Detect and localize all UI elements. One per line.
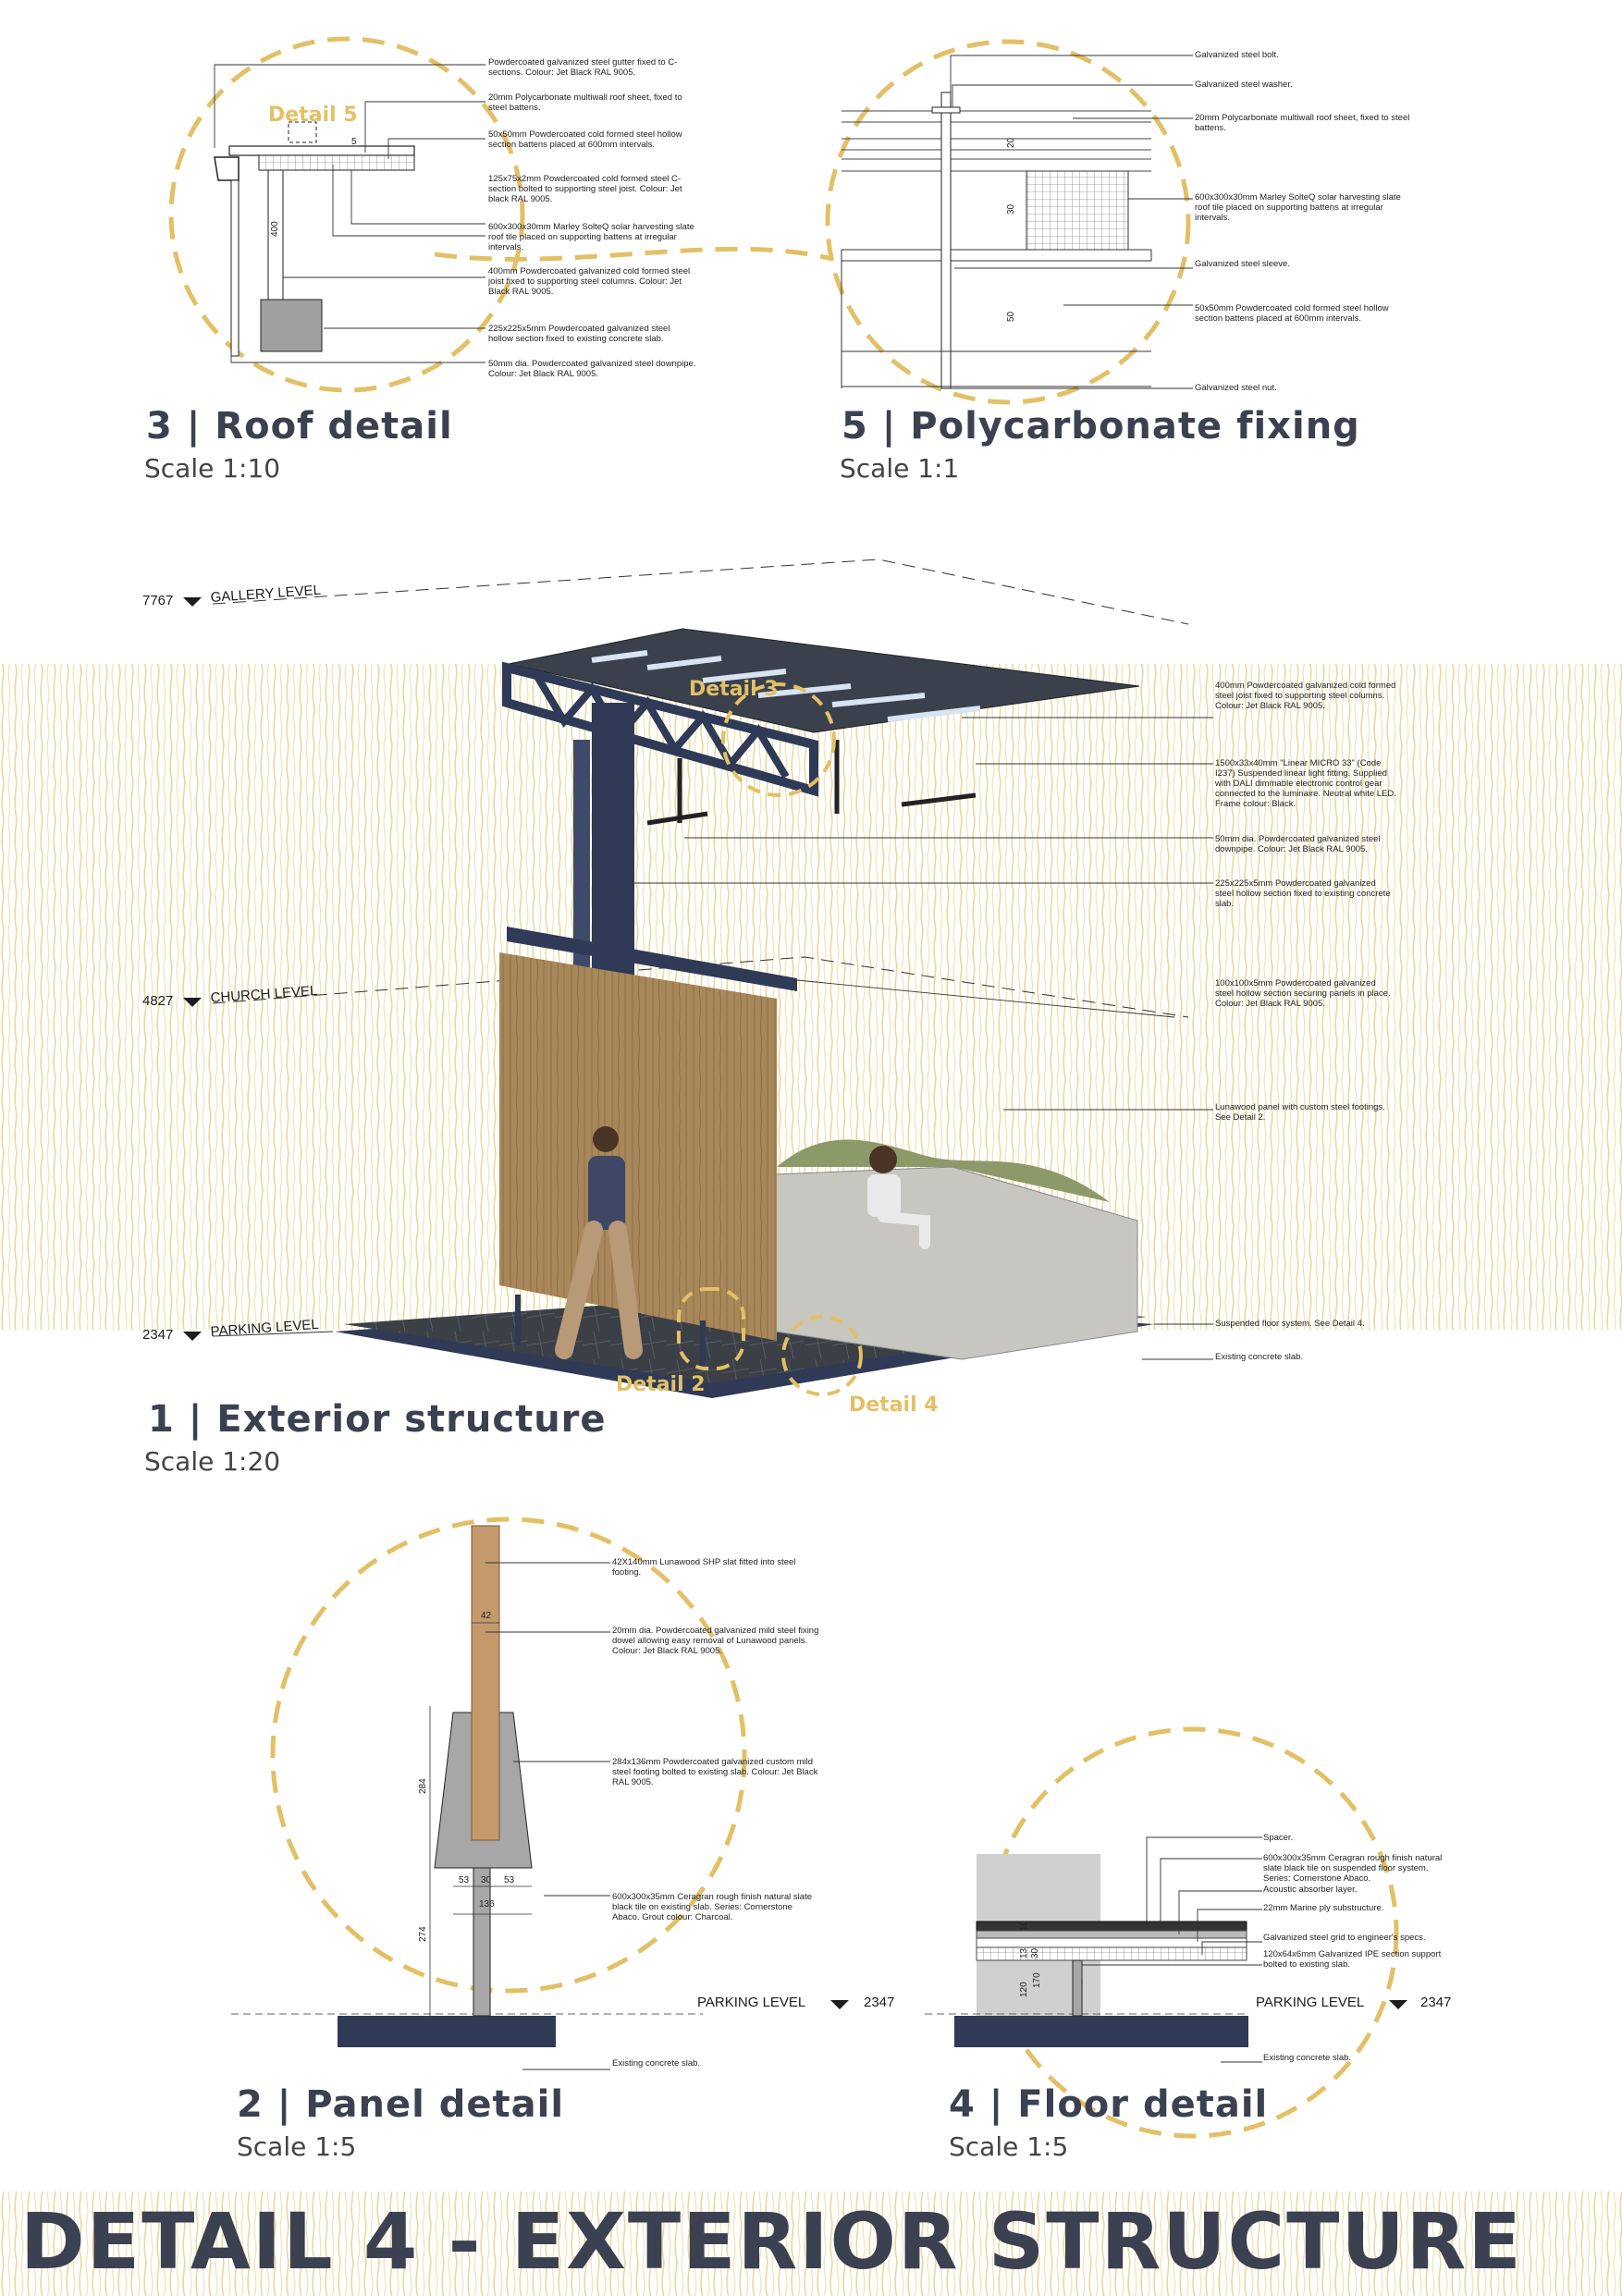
- floor-note-1: Spacer.: [1263, 1833, 1294, 1843]
- floor-note-2: 600x300x35mm Ceragran rough finish natural slate black tile on suspended floor system. Series: Cornerstone Abaco.: [1263, 1853, 1443, 1884]
- roof-detail-circle: [171, 39, 522, 390]
- church-level-name: CHURCH LEVEL: [210, 982, 318, 1006]
- roof-notes: [488, 57, 701, 390]
- parking-level-value: 2347: [142, 1327, 174, 1343]
- poly-dim-30: 30: [1006, 203, 1016, 215]
- panel-level-value: 2347: [864, 1995, 895, 2010]
- gallery-level-marker: [183, 597, 202, 607]
- gallery-level-value: 7767: [142, 593, 174, 608]
- roof-note-3: 50x50mm Powdercoated cold formed steel hollow section battens placed at 600mm intervals.: [488, 129, 682, 150]
- floor-detail-title: 4 | Floor detail: [949, 2083, 1269, 2126]
- roof-note-5: 600x300x30mm Marley SolteQ solar harvesting slate roof tile placed on supporting battens at irregular intervals.: [488, 222, 694, 252]
- floor-note-7: Existing concrete slab.: [1263, 2053, 1352, 2063]
- polycarbonate-note-4: 600x300x30mm Marley SolteQ solar harvesting slate roof tile placed on supporting battens at irregular intervals.: [1195, 192, 1401, 223]
- roof-gutter: [215, 157, 239, 180]
- parking-level-marker: [183, 1332, 202, 1341]
- panel-slab: [338, 2016, 556, 2047]
- exterior-note-7: Suspended floor system. See Detail 4.: [1215, 1319, 1365, 1329]
- panel-lunawood-slat: [472, 1526, 499, 1840]
- panel-dim-42: 42: [481, 1611, 492, 1621]
- roof-note-4: 125x75x2mm Powdercoated cold formed steel C-section bolted to supporting steel joist. Colour: Jet black RAL 9005.: [488, 174, 682, 204]
- panel-level-marker: [830, 2000, 849, 2009]
- exterior-note-1: 400mm Powdercoated galvanized cold formed steel joist fixed to supporting steel columns. Colour: Jet Black RAL 9005.: [1215, 681, 1396, 711]
- poly-notes: [1195, 48, 1417, 399]
- panel-note-4: 600x300x35mm Ceragran rough finish natural slate black tile on existing slab. Series: Cornerstone Abaco. Grout colour: Charcoal.: [612, 1892, 812, 1922]
- polycarbonate-note-1: Galvanized steel bolt.: [1195, 50, 1279, 60]
- poly-detail-circle: [828, 42, 1188, 402]
- exterior-note-2: 1500x33x40mm "Linear MICRO 33" (Code I237) Suspended linear light fitting. Supplied with DALI dimmable electronic control gear connected to the luminaire. Neutral white LED. Frame colour: Black.: [1215, 758, 1396, 809]
- polycarbonate-note-6: 50x50mm Powdercoated cold formed steel hollow section battens placed at 600mm intervals.: [1195, 303, 1389, 324]
- panel-detail-scale: Scale 1:5: [237, 2131, 357, 2162]
- panel-note-3: 284x136mm Powdercoated galvanized custom mild steel footing bolted to existing slab. Colour: Jet Black RAL 9005.: [612, 1757, 818, 1787]
- panel-dim-136: 136: [479, 1899, 495, 1909]
- exterior-note-8: Existing concrete slab.: [1215, 1352, 1304, 1362]
- roof-sheet: [229, 146, 414, 155]
- floor-dim-13: 13: [1019, 1947, 1029, 1958]
- gallery-level-line: [213, 559, 1188, 624]
- floor-note-5: Galvanized steel grid to engineer's specs.: [1263, 1933, 1426, 1943]
- roof-note-7: 225x225x5mm Powdercoated galvanized steel hollow section fixed to existing concrete slab.: [488, 324, 670, 344]
- panel-level-name: PARKING LEVEL: [697, 1995, 806, 2010]
- panel-dowel: [473, 1868, 490, 2016]
- poly-detail-scale: Scale 1:1: [840, 453, 960, 484]
- roof-detail5-callout: Detail 5: [268, 104, 358, 127]
- panel-note-1: 42X140mm Lunawood SHP slat fitted into steel footing.: [612, 1557, 796, 1578]
- poly-detail-title: 5 | Polycarbonate fixing: [842, 405, 1360, 448]
- floor-tile-layer: [977, 1922, 1247, 1931]
- exterior-note-6: Lunawood panel with custom steel footings. See Detail 2.: [1215, 1102, 1385, 1123]
- timber-panels: [499, 952, 777, 1341]
- polycarbonate-note-7: Galvanized steel nut.: [1195, 383, 1277, 393]
- exterior-notes: [1215, 681, 1400, 1383]
- polycarbonate-note-5: Galvanized steel sleeve.: [1195, 259, 1290, 269]
- poly-sheet-lines: [842, 111, 1151, 171]
- gallery-level-name: GALLERY LEVEL: [210, 582, 322, 606]
- exterior-column-rear: [573, 740, 590, 971]
- poly-solar-tile: [1026, 171, 1128, 250]
- poly-batten: [842, 250, 1151, 261]
- roof-note-1: Powdercoated galvanized steel gutter fixed to C-sections. Colour: Jet Black RAL 9005.: [488, 57, 678, 78]
- panel-dim-274: 274: [418, 1926, 428, 1942]
- floor-steel-grid: [977, 1947, 1247, 1960]
- floor-ply-layer: [977, 1938, 1247, 1947]
- floor-note-3: Acoustic absorber layer.: [1263, 1885, 1358, 1895]
- poly-dim-50: 50: [1006, 311, 1016, 322]
- roof-downpipe: [231, 180, 239, 356]
- roof-dim-400: 400: [270, 221, 280, 237]
- floor-slab: [954, 2016, 1248, 2047]
- panel-note-2: 20mm dia. Powdercoated galvanized mild steel fixing dowel allowing easy removal of Lunawood panels. Colour: Jet Black RAL 9005.: [612, 1626, 819, 1656]
- floor-note-4: 22mm Marine ply substructure.: [1263, 1903, 1384, 1913]
- roof-c-section: [259, 155, 414, 170]
- exterior-note-3: 50mm dia. Powdercoated galvanized steel downpipe. Colour: Jet Black RAL 9005.: [1215, 834, 1381, 854]
- panel-notes: [612, 1553, 825, 2090]
- poly-washer: [932, 107, 960, 113]
- detail2-callout: Detail 2: [616, 1373, 706, 1396]
- roof-note-2: 20mm Polycarbonate multiwall roof sheet, fixed to steel battens.: [488, 92, 682, 113]
- poly-lower-frame: [842, 261, 1151, 388]
- floor-note-6: 120x64x6mm Galvanized IPE section support bolted to existing slab.: [1263, 1949, 1442, 1970]
- roof-note-6: 400mm Powdercoated galvanized cold formed steel joist fixed to supporting steel columns. Colour: Jet Black RAL 9005.: [488, 266, 691, 297]
- detail4-callout: Detail 4: [849, 1394, 939, 1417]
- roof-column: [261, 300, 322, 351]
- roof-detail-title: 3 | Roof detail: [146, 405, 453, 448]
- roof-note-8: 50mm dia. Powdercoated galvanized steel downpipe. Colour: Jet Black RAL 9005.: [488, 359, 696, 379]
- floor-dim-170: 170: [1032, 1972, 1042, 1988]
- panel-dim-53a: 53: [459, 1875, 470, 1885]
- main-title: DETAIL 4 - EXTERIOR STRUCTURE: [20, 2196, 1523, 2287]
- floor-detail-scale: Scale 1:5: [949, 2131, 1069, 2162]
- floor-level-name: PARKING LEVEL: [1256, 1995, 1365, 2010]
- panel-dim-53b: 53: [504, 1875, 515, 1885]
- polycarbonate-note-3: 20mm Polycarbonate multiwall roof sheet, fixed to steel battens.: [1195, 113, 1410, 133]
- floor-notes: [1263, 1829, 1448, 2079]
- floor-ipe-support: [1073, 1960, 1082, 2016]
- exterior-title: 1 | Exterior structure: [148, 1398, 607, 1441]
- exterior-note-5: 100x100x5mm Powdercoated galvanized steel hollow section securing panels in place. Colour: Jet Black RAL 9005.: [1215, 978, 1391, 1009]
- roof-detail-scale: Scale 1:10: [144, 453, 281, 484]
- floor-dim-30: 30: [1030, 1947, 1040, 1958]
- panel-detail-title: 2 | Panel detail: [237, 2083, 565, 2126]
- roof-dim-5: 5: [351, 137, 357, 147]
- polycarbonate-note-2: Galvanized steel washer.: [1195, 80, 1293, 90]
- church-level-value: 4827: [142, 993, 174, 1009]
- roof-detail-drawing: [171, 39, 522, 390]
- panel-dim-284: 284: [418, 1778, 428, 1794]
- panel-dim-30: 30: [481, 1875, 492, 1885]
- poly-bolt: [941, 92, 951, 388]
- exterior-note-4: 225x225x5mm Powdercoated galvanized steel hollow section fixed to existing concrete slab.: [1215, 878, 1391, 909]
- floor-dim-10: 10: [1019, 1920, 1029, 1931]
- exterior-scale: Scale 1:20: [144, 1446, 281, 1477]
- poly-dim-20: 20: [1006, 137, 1016, 148]
- detail3-callout: Detail 3: [689, 678, 779, 701]
- panel-note-5: Existing concrete slab.: [612, 2058, 701, 2069]
- floor-dim-120: 120: [1019, 1982, 1029, 1997]
- parking-level-name: PARKING LEVEL: [210, 1316, 320, 1340]
- floor-level-value: 2347: [1420, 1995, 1452, 2010]
- floor-absorber-layer: [977, 1931, 1247, 1938]
